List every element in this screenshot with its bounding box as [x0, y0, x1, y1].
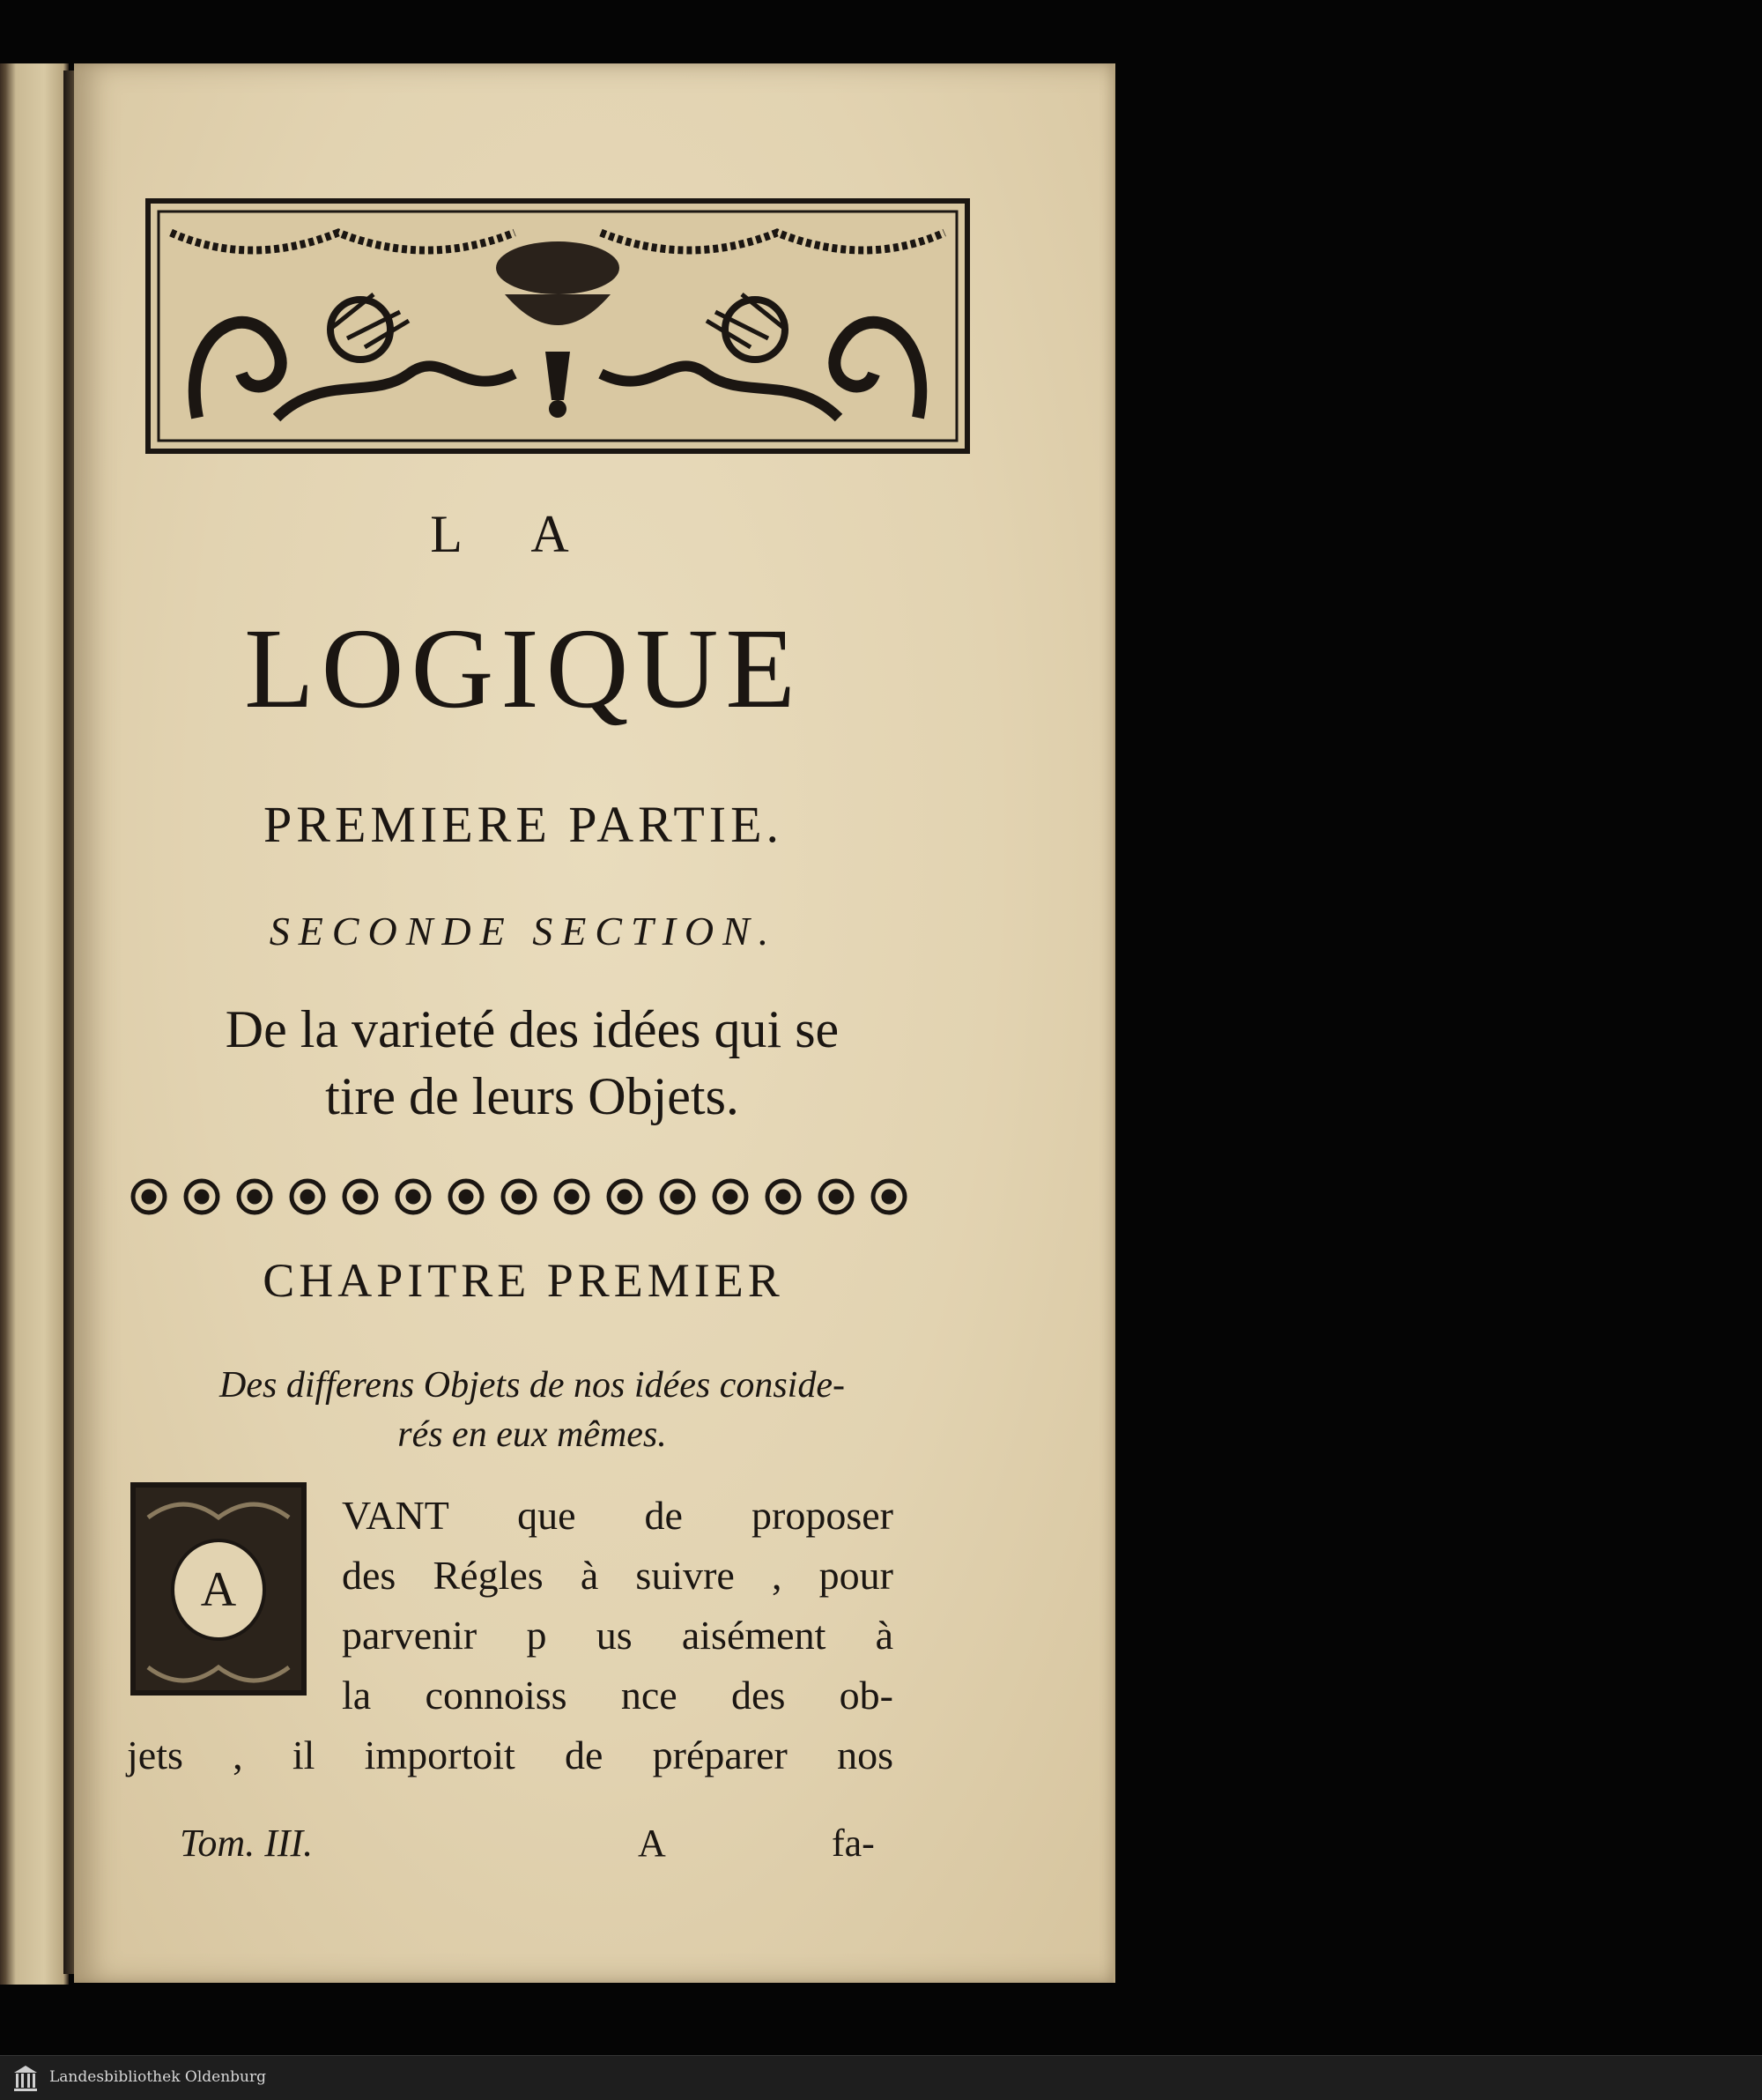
rosette-ornament-row [127, 1172, 920, 1221]
section-subtitle [100, 996, 964, 1130]
title-article: L A [430, 505, 599, 563]
volume-number: Tom. III. [180, 1822, 314, 1865]
section-heading: SECONDE SECTION. [269, 909, 778, 954]
subtitle-line: De la varieté des idées qui se [225, 1000, 840, 1058]
body-line: parvenir p us aisément à [342, 1613, 893, 1658]
body-line: la connoiss nce des ob- [342, 1673, 893, 1718]
ornamental-headpiece [144, 197, 971, 455]
chapter-title-line: Des differens Objets de nos idées conside- [219, 1365, 845, 1406]
part-heading: PREMIERE PARTIE. [263, 796, 783, 853]
library-bar [0, 2055, 1762, 2100]
body-line: des Régles à suivre , pour [342, 1553, 893, 1598]
catchword: fa- [832, 1822, 875, 1865]
initial-letter: A [200, 1562, 237, 1617]
chapter-title-line: rés en eux mêmes. [397, 1414, 667, 1455]
previous-page-edge [0, 63, 69, 1985]
library-building-icon [12, 2064, 39, 2092]
book-title: LOGIQUE [244, 605, 803, 732]
body-text [127, 1486, 893, 1785]
library-name[interactable]: Landesbibliothek Oldenburg [49, 2068, 267, 2086]
chapter-heading: CHAPITRE PREMIER [263, 1254, 784, 1307]
body-line: VANT que de proposer [342, 1493, 893, 1538]
body-line: jets , il importoit de préparer nos [127, 1733, 893, 1777]
signature-mark: A [638, 1822, 666, 1865]
chapter-title [100, 1361, 964, 1459]
subtitle-line: tire de leurs Objets. [325, 1067, 739, 1125]
book-page [74, 63, 1115, 1983]
